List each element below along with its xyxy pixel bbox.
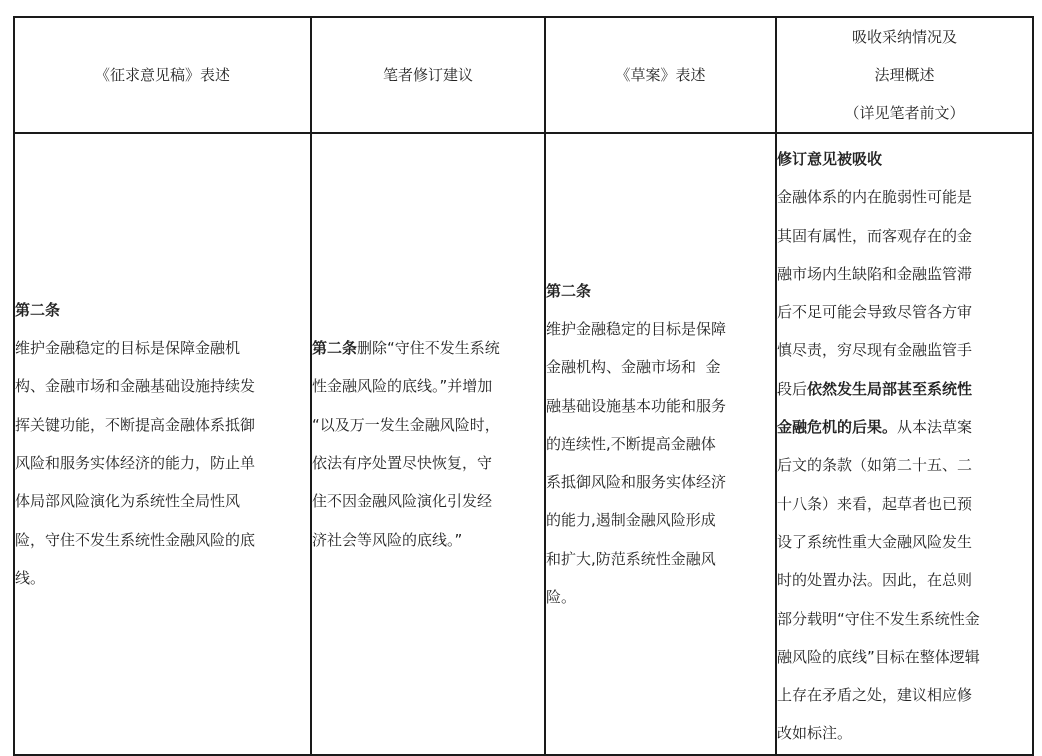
col4-line: 时的处置办法。因此，在总则 <box>777 571 973 590</box>
col2-line: 住不因金融风险演化引发经 <box>312 492 493 511</box>
header-col1: 《征求意见稿》表述 <box>14 17 311 133</box>
col2-line: 依法有序处置尽快恢复，守 <box>312 454 493 472</box>
col4-mix-prefix: 段后 <box>777 379 808 398</box>
col3-line: 维护金融稳定的目标是保障 <box>546 319 727 338</box>
col2-line: 性金融风险的底线。”并增加 <box>312 377 493 396</box>
col1-cell <box>14 133 311 755</box>
header-col4 <box>776 17 1033 133</box>
col1-line: 风险和服务实体经济的能力，防止单 <box>15 454 256 472</box>
col4-line: 融市场内生缺陷和金融监管滞 <box>777 264 973 283</box>
col1-title: 第二条 <box>15 300 61 319</box>
col4-line: 其固有属性，而客观存在的金 <box>777 226 973 245</box>
col4-bold-line <box>777 408 1032 446</box>
col3-line: 融基础设施基本功能和服务 <box>546 396 727 415</box>
col4-line: 后不足可能会导致尽管各方审 <box>777 303 973 322</box>
col1-line: 构、金融市场和金融基础设施持续发 <box>15 377 256 396</box>
col4-line: 上存在矛盾之处，建议相应修 <box>777 686 973 705</box>
col2-cell <box>311 133 545 755</box>
col2-line: 删除“守住不发生系统 <box>357 339 500 358</box>
col3-line: 和扩大,防范系统性金融风 <box>546 549 716 568</box>
header-col4-line3: （详见笔者前文） <box>844 104 965 122</box>
col3-title: 第二条 <box>546 281 592 300</box>
col3-line: 险。 <box>546 588 577 607</box>
col4-line: 十八条）来看，起草者也已预 <box>777 494 973 513</box>
col4-bold-text: 金融危机的后果。 <box>777 418 898 437</box>
col3-line: 的连续性,不断提高金融体 <box>546 434 716 453</box>
col4-mix-bold: 依然发生局部甚至系统性 <box>807 379 973 398</box>
col2-line: 济社会等风险的底线。” <box>312 530 463 549</box>
col1-line: 维护金融稳定的目标是保障金融机 <box>15 339 241 358</box>
header-col2: 笔者修订建议 <box>311 17 545 133</box>
col1-line: 线。 <box>15 568 46 587</box>
col4-line: 部分载明“守住不发生系统性金 <box>777 609 980 628</box>
col4-line: 慎尽责，穷尽现有金融监管手 <box>777 341 973 360</box>
col2-line: “以及万一发生金融风险时， <box>312 415 500 434</box>
col3-cell <box>545 133 776 755</box>
col4-title: 修订意见被吸收 <box>777 150 883 168</box>
col2-lead-bold: 第二条 <box>312 339 358 358</box>
header-col4-line2: 法理概述 <box>874 66 935 84</box>
col3-line: 系抵御风险和服务实体经济 <box>546 473 727 492</box>
col4-content <box>777 134 1032 753</box>
col4-line: 融风险的底线”目标在整体逻辑 <box>777 647 980 666</box>
col3-line: 金融机构、金融市场和 金 <box>546 358 721 377</box>
col4-mixed-line <box>777 370 1032 408</box>
header-col3: 《草案》表述 <box>545 17 776 133</box>
header-col4-line1: 吸收采纳情况及 <box>851 28 957 46</box>
col1-line: 体局部风险演化为系统性全局性风 <box>15 492 241 511</box>
col4-line: 改如标注。 <box>777 724 853 743</box>
col4-line: 后文的条款（如第二十五、二 <box>777 456 973 475</box>
col4-line: 设了系统性重大金融风险发生 <box>777 532 973 551</box>
col1-line: 险，守住不发生系统性金融风险的底 <box>15 530 256 549</box>
col1-line: 挥关键功能，不断提高金融体系抵御 <box>15 415 256 434</box>
col4-after-bold: 从本法草案 <box>897 418 973 437</box>
col2-first-line <box>312 329 544 367</box>
col4-cell <box>776 133 1033 755</box>
header-row <box>14 17 1033 133</box>
col4-line: 金融体系的内在脆弱性可能是 <box>777 188 973 207</box>
col3-line: 的能力,遏制金融风险形成 <box>546 511 716 530</box>
comparison-table <box>13 16 1034 756</box>
body-row <box>14 133 1033 755</box>
